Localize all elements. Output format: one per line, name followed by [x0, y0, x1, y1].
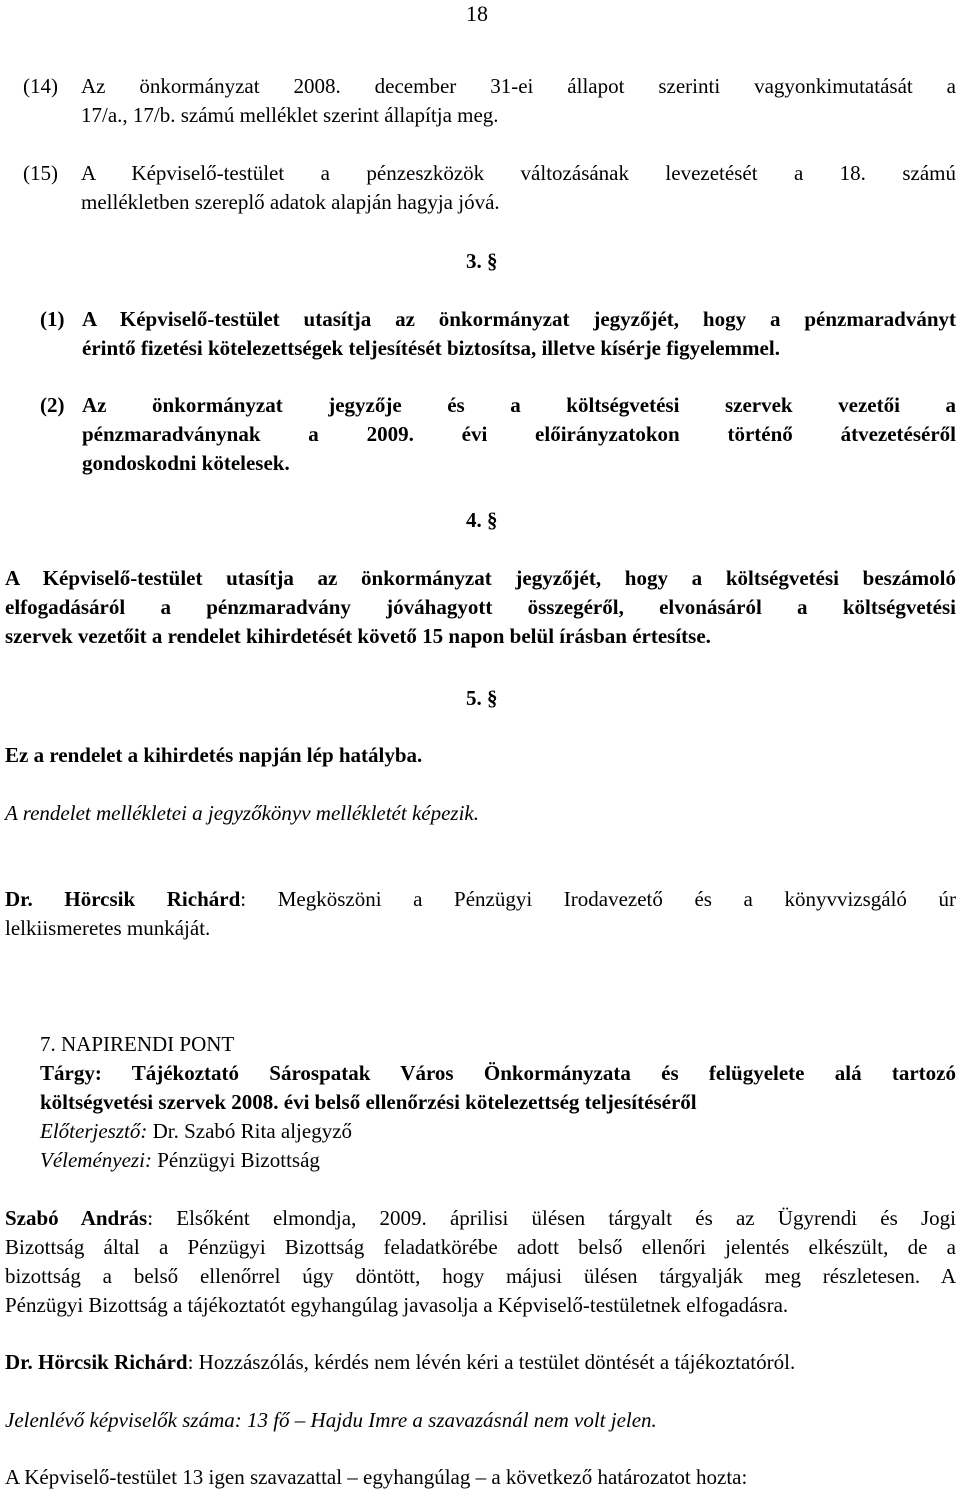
section-3-paragraph-1	[40, 305, 956, 363]
paragraph-line: Bizottság által a Pénzügyi Bizottság feladatkörébe adott belső ellenőri jelentés elkészült, de a	[5, 1235, 956, 1259]
paragraph-line: bizottság a belső ellenőrrel úgy döntött, hogy májusi ülésen tárgyalják meg részletesen. A	[5, 1264, 956, 1288]
paragraph-line: Az önkormányzat 2008. december 31-ei állapot szerinti vagyonkimutatását a	[81, 74, 956, 98]
paragraph-line: Az önkormányzat jegyzője és a költségvetési szervek vezetői a	[82, 393, 956, 417]
paragraph-number: (1)	[40, 307, 65, 331]
page-number: 18	[466, 1, 488, 26]
paragraph-line	[5, 885, 956, 914]
paragraph-line: szervek vezetőit a rendelet kihirdetését követő 15 napon belül írásban értesítse.	[5, 624, 711, 648]
section-3-title: 3. §	[466, 249, 498, 273]
paragraph-line: A Képviselő-testület utasítja az önkormányzat jegyzőjét, hogy a pénzmaradványt	[82, 307, 956, 331]
paragraph-number: (2)	[40, 393, 65, 417]
paragraph-number: (15)	[23, 161, 58, 185]
paragraph-line: Pénzügyi Bizottság a tájékoztatót egyhangúlag javasolja a Képviselő-testületnek elfogadásra.	[5, 1293, 789, 1317]
section-3-paragraph-2	[40, 391, 956, 478]
speech-text: : Hozzászólás, kérdés nem lévén kéri a testület döntését a tájékoztatóról.	[187, 1350, 796, 1374]
paragraph-15	[23, 159, 956, 217]
speech-horcsik-1	[5, 885, 956, 943]
speech-szabo	[5, 1204, 956, 1320]
decision-intro: A Képviselő-testület 13 igen szavazattal – egyhangúlag – a következő határozatot hozta:	[5, 1465, 748, 1489]
paragraph-line: mellékletben szereplő adatok alapján hagyja jóvá.	[81, 190, 500, 214]
paragraph-line: A Képviselő-testület utasítja az önkormányzat jegyzőjét, hogy a költségvetési beszámoló	[5, 566, 956, 590]
agenda-presenter	[40, 1117, 352, 1146]
speech-horcsik-2	[5, 1348, 795, 1377]
annex-note: A rendelet mellékletei a jegyzőkönyv mellékletét képezik.	[5, 801, 480, 825]
paragraph-line: 17/a., 17/b. számú melléklet szerint állapítja meg.	[81, 103, 499, 127]
section-5-text: Ez a rendelet a kihirdetés napján lép hatályba.	[5, 743, 423, 767]
paragraph-line: lelkiismeretes munkáját.	[5, 916, 211, 940]
reviewer-label: Véleményezi:	[40, 1148, 152, 1172]
paragraph-line: elfogadásáról a pénzmaradvány jóváhagyott összegéről, elvonásáról a költségvetési	[5, 595, 956, 619]
section-5-title: 5. §	[466, 686, 498, 710]
attendance-note: Jelenlévő képviselők száma: 13 fő – Hajdu Imre a szavazásnál nem volt jelen.	[5, 1408, 657, 1432]
presenter-value: Dr. Szabó Rita aljegyző	[147, 1119, 353, 1143]
presenter-label: Előterjesztő:	[40, 1119, 148, 1143]
paragraph-line: Tárgy: Tájékoztató Sárospatak Város Önkormányzata és felügyelete alá tartozó	[40, 1061, 956, 1085]
section-4-text	[5, 564, 956, 651]
section-4-title: 4. §	[466, 508, 498, 532]
speaker-name: Dr. Hörcsik Richárd	[5, 887, 241, 911]
paragraph-line	[5, 1204, 956, 1233]
speech-text: : Megköszöni a Pénzügyi Irodavezető és a könyvvizsgáló úr	[240, 887, 957, 911]
paragraph-number: (14)	[23, 74, 58, 98]
speaker-name: Szabó András	[5, 1206, 148, 1230]
paragraph-14	[23, 72, 956, 130]
paragraph-line: A Képviselő-testület a pénzeszközök változásának levezetését a 18. számú	[81, 161, 956, 185]
paragraph-line: gondoskodni kötelesek.	[82, 451, 290, 475]
paragraph-line: érintő fizetési kötelezettségek teljesítését biztosítsa, illetve kísérje figyelemmel.	[82, 336, 780, 360]
agenda-subject	[40, 1059, 956, 1117]
speaker-name: Dr. Hörcsik Richárd	[5, 1350, 188, 1374]
paragraph-line: költségvetési szervek 2008. évi belső ellenőrzési kötelezettség teljesítéséről	[40, 1090, 697, 1114]
agenda-heading: 7. NAPIRENDI PONT	[40, 1032, 235, 1056]
reviewer-value: Pénzügyi Bizottság	[151, 1148, 320, 1172]
agenda-reviewer	[40, 1146, 320, 1175]
speech-text: : Elsőként elmondja, 2009. áprilisi ülésen tárgyalt és az Ügyrendi és Jogi	[147, 1206, 956, 1230]
paragraph-line: pénzmaradványnak a 2009. évi előirányzatokon történő átvezetéséről	[82, 422, 956, 446]
